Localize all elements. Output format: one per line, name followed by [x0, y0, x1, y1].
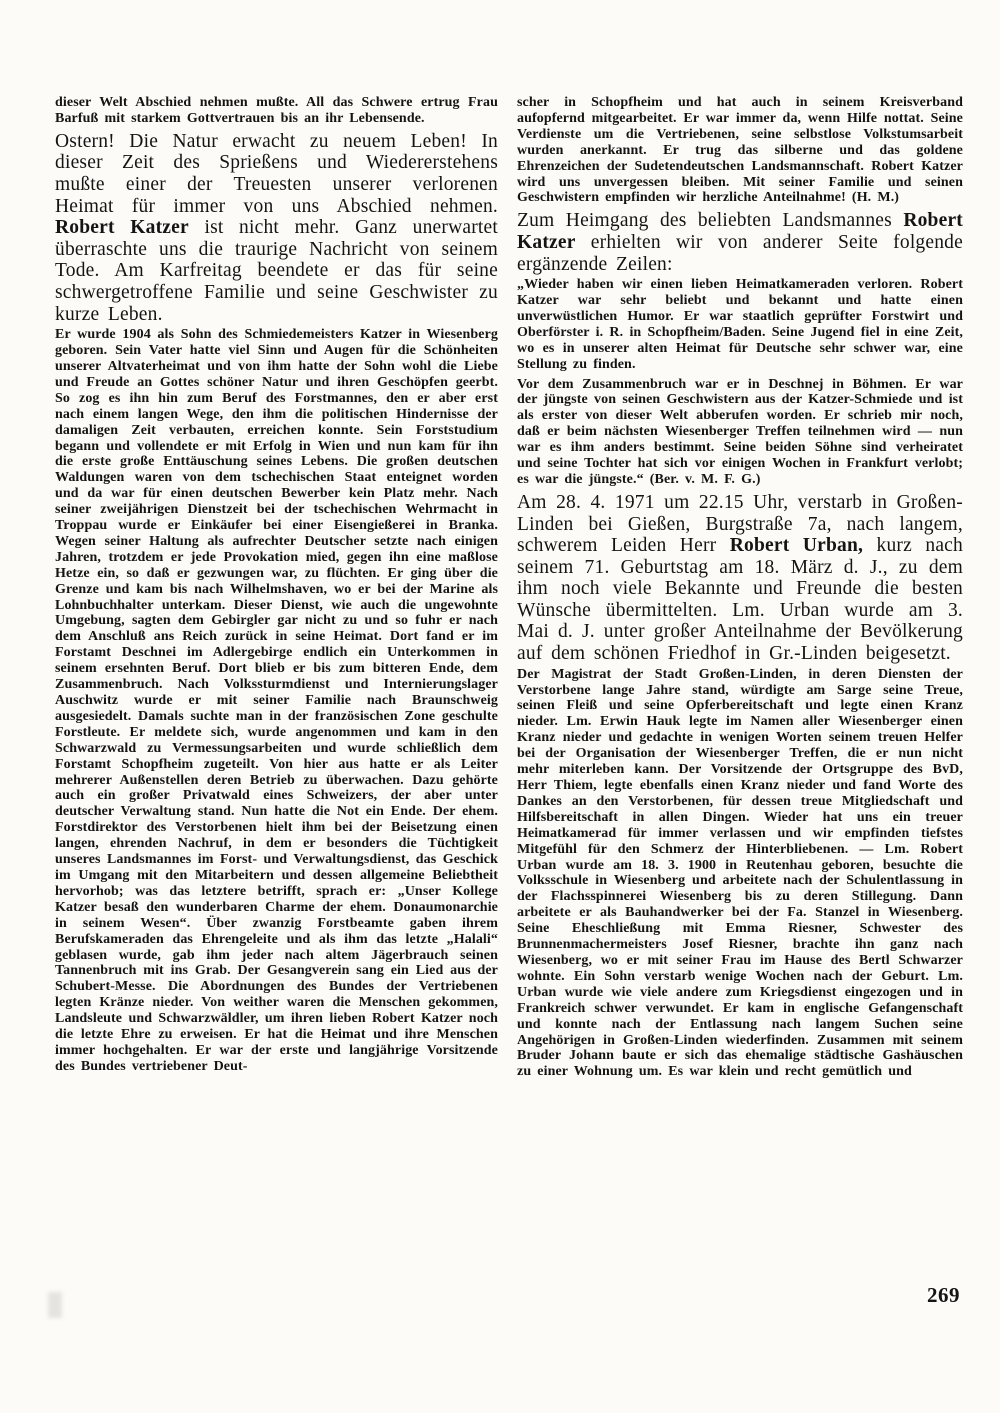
- urban-text-lead: Am 28. 4. 1971 um 22.15 Uhr, verstarb in Großen-Linden bei Gießen, Burgstraße 7a, nach langem, schwerem Leiden Herr: [517, 491, 963, 557]
- paragraph-urban-obituary: [517, 492, 963, 665]
- obituary-text-lead: Ostern! Die Natur erwacht zu neuem Leben! In dieser Zeit des Sprießens und Wiedererstehens mußte einer der Treuesten unserer verlorenen Heimat für immer von uns Abschied nehmen.: [55, 130, 498, 217]
- paragraph-katzer-biography: Er wurde 1904 als Sohn des Schmiedemeisters Katzer in Wiesenberg geboren. Sein Vater hatte viel Sinn und Augen für die Schönheiten unserer Altvaterheimat und von ihm hatte der Sohn wohl die Liebe und Freude an Gottes schöner Natur und ihren Geschöpfen geerbt. So zog es ihn hin zum Beruf des Forstmannes, den er aber erst nach einem langen Wege, den ihm die politischen Hindernisse der damaligen Zeit verbauten, erreichen konnte. Sein Forststudium begann und vollendete er mit Erfolg in Wien und nun kam für ihn die erste große Enttäuschung seines Lebens. Die großen deutschen Waldungen waren von dem tschechischen Staat enteignet worden und da war für einen deutschen Bewerber kein Platz mehr. Nach seiner zweijährigen Dienstzeit bei der tschechischen Wehrmacht in Troppau wurde er Einkäufer bei einer Eisengießerei in Branka. Wegen seiner Haltung als aufrechter Deutscher setzte nach einigen Jahren, trotzdem er jede Provokation mied, gegen ihn eine maßlose Hetze ein, so daß er gezwungen war, zu flüchten. Er ging über die Grenze und kam bis nach Wilhelmshaven, wo er bei der Marine als Lohnbuchhalter unterkam. Dieser Dienst, wie auch die ungewohnte Umgebung, sagten dem Gebirgler gar nicht zu und so fuhr er nach dem Anschluß ans Reich zurück in seine Heimat. Dort fand er im Forstamt Deschnei im Adlergebirge endlich ein Unterkommen in seinem ersehnten Beruf. Dort blieb er bis zum bitteren Ende, dem Zusammenbruch. Nach Volkssturmdienst und Internierungslager Auschwitz wurde er mit seiner Familie nach Braunschweig ausgesiedelt. Damals suchte man in der französischen Zone geschulte Forstleute. Er meldete sich, wurde angenommen und kam in den Schwarzwald zu Vermessungsarbeiten und wurde schließlich dem Forstamt Schopfheim zugeteilt. Von hier aus hatte er als Leiter mehrerer Außenstellen deren Betrieb zu überwachen. Dazu gehörte auch ein großer Privatwald eines Schweizers, der aber unter deutscher Verwaltung stand. Nun hatte die Not ein Ende. Der ehem. Forstdirektor des Verstorbenen hielt ihm bei der Beisetzung einen langen, ehrenden Nachruf, in dem er besonders die Tüchtigkeit unseres Landsmannes im Forst- und Verwaltungsdienst, das Geschick im Umgang mit den Mitarbeitern und dessen allgemeine Beliebtheit hervorhob; was das letztere betrifft, sprach er: „Unser Kollege Katzer besaß den wunderbaren Charme der ehem. Donaumonarchie in seinem Wesen“. Über zwanzig Forstbeamte gaben ihrem Berufskameraden das Ehrengeleite und als ihm das letzte „Halali“ geblasen wurde, gab ihm jeder nach altem Jägerbrauch seinen Tannenbruch mit ins Grab. Der Gesangverein sang ein Lied aus der Schubert-Messe. Die Abordnungen des Bundes der Vertriebenen legten Kränze nieder. Von weither waren die Menschen gekommen, Landsleute und Schwarzwäldler, um ihren lieben Robert Katzer noch die letzte Ehre zu erweisen. Er hat die Heimat und ihre Menschen immer hochgehalten. Er war der erste und langjährige Vorsitzende des Bundes vertriebener Deut-: [55, 327, 498, 1074]
- name-robert-urban: Robert Urban,: [729, 535, 864, 557]
- urban-text-tail: kurz nach seinem 71. Geburtstag am 18. März d. J., zu dem ihm noch viele Bekannte und Freunde die besten Wünsche übermittelten. Lm. Urban wurde am 3. Mai d. J. unter großer Anteilnahme der Bevölkerung auf dem schönen Friedhof in Gr.-Linden beigesetzt.: [517, 535, 963, 665]
- paragraph-ostern-obituary: [55, 131, 498, 325]
- right-column: [517, 95, 963, 1084]
- paragraph-kreisverband: scher in Schopfheim und hat auch in seinem Kreisverband aufopfernd mitgearbeitet. Er war immer da, wenn Hilfe nottat. Seine Verdienste um die Vertriebenen, seine selbstlose Volkstumsarbeit wurden anerkannt. Er trug das silberne und das goldene Ehrenzeichen der Sudetendeutschen Landsmannschaft. Robert Katzer wird uns unvergessen bleiben. Mit seiner Familie und seinen Geschwistern empfinden wir herzliche Anteilnahme! (H. M.): [517, 95, 963, 206]
- paragraph-zusammenbruch: Vor dem Zusammenbruch war er in Deschnej in Böhmen. Er war der jüngste von seinen Geschwistern aus der Katzer-Schmiede und ist als erster von dieser Welt abberufen worden. Er schrieb mir noch, daß er beim nächsten Wiesenberger Treffen teilnehmen wird — nun war es ihm anders bestimmt. Seine beiden Söhne sind verheiratet und seine Tochter hat sich vor einigen Wochen in Frankfurt verlobt; es war die jüngste.“ (Ber. v. M. F. G.): [517, 376, 963, 487]
- left-column: [55, 95, 498, 1079]
- heimgang-text-tail: erhielten wir von anderer Seite folgende ergänzende Zeilen:: [517, 231, 963, 275]
- page-number: 269: [927, 1283, 960, 1307]
- name-robert-katzer: Robert Katzer: [55, 217, 189, 239]
- obituary-text-tail: ist nicht mehr. Ganz unerwartet überraschte uns die traurige Nachricht von seinem Tode. Am Karfreitag beendete er das für seine schwergetroffene Familie und seine Geschwister zu kurze Leben.: [55, 217, 498, 325]
- paragraph-barfuss-ending: dieser Welt Abschied nehmen mußte. All das Schwere ertrug Frau Barfuß mit starkem Gottvertrauen bis an ihr Lebensende.: [55, 95, 498, 126]
- name-robert-katzer-2: Robert Katzer: [517, 210, 963, 253]
- paragraph-wieder-zeilen: „Wieder haben wir einen lieben Heimatkameraden verloren. Robert Katzer war sehr beliebt und bekannt und hatte einen unverwüstlichen Humor. Er war staatlich geprüfter Forstwirt und Oberförster i. R. in Schopfheim/Baden. Seine Jugend fiel in eine Zeit, wo es in unserer alten Heimat für Deutsche sehr schwer war, eine Stellung zu finden.: [517, 277, 963, 372]
- heimgang-text-lead: Zum Heimgang des beliebten Landsmannes: [517, 210, 904, 232]
- paragraph-heimgang-heading: [517, 210, 963, 275]
- scan-smudge-artifact: [48, 1292, 62, 1318]
- paragraph-magistrat: Der Magistrat der Stadt Großen-Linden, in deren Diensten der Verstorbene lange Jahre stand, würdigte am Sarge seine Treue, seinen Fleiß und seine Opferbereitschaft und legte einen Kranz nieder. Lm. Erwin Hauk legte im Namen aller Wiesenberger einen Kranz nieder und gedachte in wenigen Worten seinem treuen Helfer bei der Organisation der Wiesenberger Treffen, die er nun nicht mehr miterleben kann. Der Vorsitzende der Ortsgruppe des BvD, Herr Thiem, legte ebenfalls einen Kranz nieder und fand Worte des Dankes an den Verstorbenen, für dessen treue Mitgliedschaft und Hilfsbereitschaft in allen Dingen. Wieder hat uns ein treuer Heimatkamerad für immer verlassen und wir empfinden tiefstes Mitgefühl für den Schmerz der Hinterbliebenen. — Lm. Robert Urban wurde am 18. 3. 1900 in Reutenhau geboren, besuchte die Volksschule in Wiesenberg und arbeitete nach der Schulentlassung in der Flachsspinnerei Wiesenberg bis zu deren Stillegung. Dann arbeitete er als Bauhandwerker bei der Fa. Stanzel in Wiesenberg. Seine Eheschließung mit Emma Riesner, Schwester des Brunnenmachermeisters Josef Riesner, brachte ihn ganz nach Wiesenberg, wo er mit seiner Frau im Hause des Bertl Schwarzer wohnte. Ein Sohn verstarb wenige Wochen nach der Geburt. Lm. Urban wurde wie viele andere zum Kriegsdienst eingezogen und in Frankreich schwer verwundet. Er kam in englische Gefangenschaft und konnte nach der Entlassung nach langem Suchen seine Angehörigen in Großen-Linden wiederfinden. Zusammen mit seinem Bruder Johann baute er sich das ehemalige städtische Gashäuschen zu einer Wohnung um. Es war klein und recht gemütlich und: [517, 666, 963, 1080]
